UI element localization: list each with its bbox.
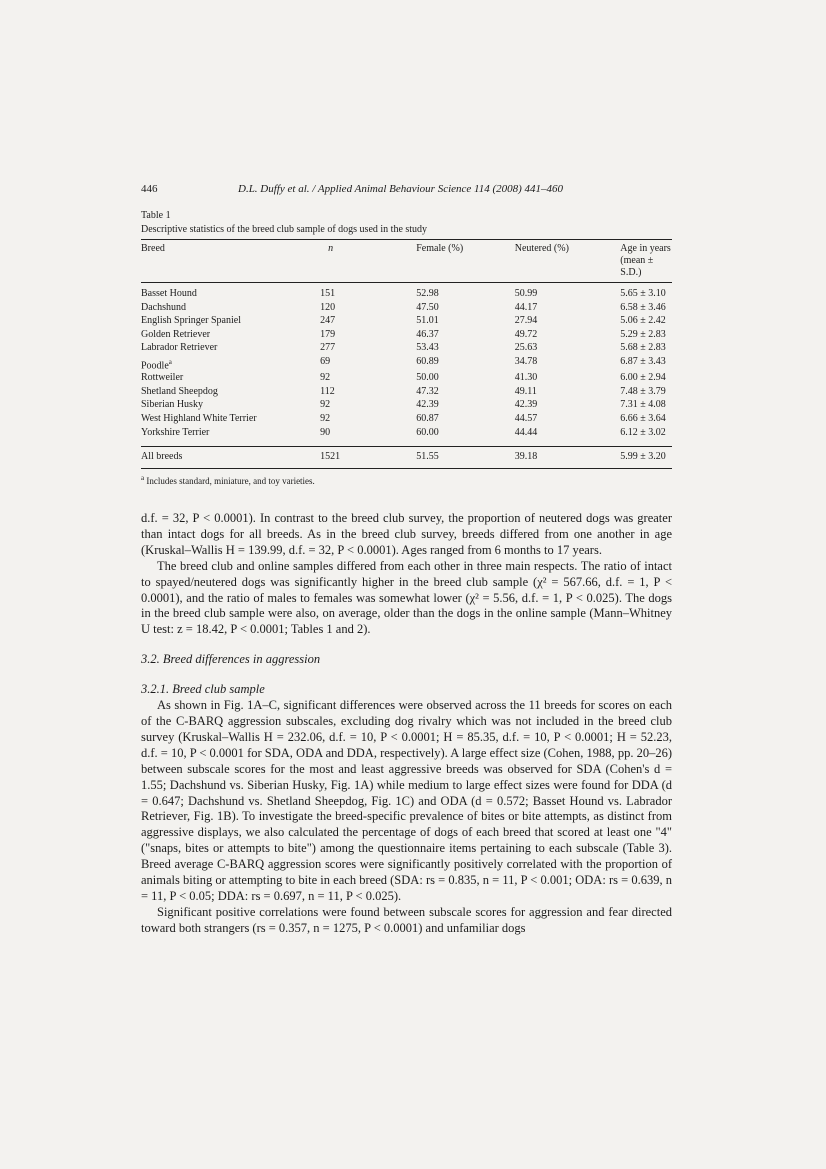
cell-female: 60.89 [416, 355, 439, 367]
cell-neutered: 42.39 [514, 399, 538, 411]
cell-female: 60.00 [416, 426, 439, 438]
cell-female: 47.32 [416, 385, 439, 397]
paragraph-4: Significant positive correlations were found between subscale scores for aggression and fear directed toward both strangers (rs = 0.357, n = 1275, P < 0.0001) and unfamiliar dogs [141, 904, 672, 935]
table-header-row [141, 240, 672, 283]
cell-n: 151 [320, 288, 336, 299]
total-breed: All breeds [141, 447, 314, 469]
cell-age: 7.48 ± 3.79 [620, 385, 666, 397]
cell-n: 92 [320, 399, 331, 411]
subsection-heading: 3.2.1. Breed club sample [141, 682, 265, 697]
cell-female: 53.43 [416, 342, 439, 354]
cell-female: 51.01 [416, 315, 439, 327]
total-age: 5.99 ± 3.20 [620, 447, 672, 469]
table-row [141, 413, 672, 427]
cell-neutered: 27.94 [514, 315, 538, 327]
cell-breed: Poodle$^a$ [141, 357, 172, 372]
col-header-age-line1: Age in years [620, 243, 671, 254]
table-row [141, 329, 672, 343]
cell-age: 6.66 ± 3.64 [620, 413, 666, 425]
table-row [141, 342, 672, 356]
table-row [141, 399, 672, 413]
total-n: 1521 [314, 447, 416, 469]
cell-age: 6.12 ± 3.02 [620, 426, 666, 438]
cell-breed: Siberian Husky [141, 399, 203, 411]
section-heading: 3.2. Breed differences in aggression [141, 652, 321, 667]
footnote-mark: a [141, 474, 145, 483]
cell-n: 112 [320, 385, 335, 397]
cell-neutered: 49.72 [514, 328, 538, 340]
cell-neutered: 44.44 [514, 426, 538, 438]
cell-age: 6.58 ± 3.46 [620, 301, 666, 313]
col-header-neutered: Neutered (%) [515, 240, 621, 283]
cell-neutered: 50.99 [514, 288, 538, 299]
footnote-ref: a [168, 357, 172, 366]
cell-breed: Yorkshire Terrier [141, 426, 210, 438]
cell-n: 69 [320, 355, 331, 367]
cell-age: 5.65 ± 3.10 [620, 288, 666, 299]
total-neutered: 39.18 [515, 447, 621, 469]
body-text [141, 511, 672, 937]
cell-age: 5.29 ± 2.83 [620, 328, 666, 340]
cell-breed: Shetland Sheepdog [141, 385, 218, 397]
cell-age: 5.06 ± 2.42 [620, 315, 666, 327]
paragraph-2: The breed club and online samples differed from each other in three main respects. The ratio of intact to spayed/neutered dogs was significantly higher in the breed club sample (χ² = 567.66, d.f. = 1, P < 0.0001), and the ratio of males to females was somewhat lower (χ² = 5.56, d.f. = 1, P < 0.025). The dogs in the breed club sample were also, on average, older than the dogs in the online sample (Mann–Whitney U test: z = 18.42, P < 0.0001; Tables 1 and 2). [141, 558, 672, 637]
table-row [141, 283, 672, 302]
cell-age: 5.68 ± 2.83 [620, 342, 666, 354]
cell-n: 277 [320, 342, 336, 354]
cell-female: 60.87 [416, 413, 439, 425]
cell-n: 92 [320, 413, 331, 425]
col-header-female: Female (%) [416, 240, 515, 283]
cell-neutered: 44.17 [514, 301, 538, 313]
table-footnote [141, 474, 672, 486]
cell-n: 92 [320, 372, 331, 384]
table-row [141, 386, 672, 400]
table-row [141, 315, 672, 329]
total-female: 51.55 [416, 447, 515, 469]
cell-age: 7.31 ± 4.08 [620, 399, 666, 411]
cell-neutered: 49.11 [514, 385, 537, 397]
table-row [141, 427, 672, 447]
descriptive-statistics-table [141, 239, 672, 469]
col-header-age [620, 240, 672, 283]
page-number: 446 [141, 183, 158, 195]
cell-breed: English Springer Spaniel [141, 315, 241, 327]
cell-female: 46.37 [416, 328, 439, 340]
cell-female: 52.98 [416, 288, 439, 299]
cell-age: 6.00 ± 2.94 [620, 372, 666, 384]
table-body [141, 283, 672, 447]
cell-n: 247 [320, 315, 336, 327]
cell-breed: West Highland White Terrier [141, 413, 257, 425]
table-title: Descriptive statistics of the breed club sample of dogs used in the study [141, 224, 428, 235]
table-row [141, 372, 672, 386]
cell-breed: Golden Retriever [141, 328, 211, 340]
table-row [141, 302, 672, 316]
table-row [141, 356, 672, 372]
table-1 [141, 210, 672, 486]
cell-n: 179 [320, 328, 336, 340]
cell-n: 90 [320, 426, 331, 438]
col-header-breed: Breed [141, 240, 314, 283]
cell-breed: Dachshund [141, 301, 186, 313]
table-label: Table 1 [141, 210, 171, 221]
table-total-row [141, 447, 672, 469]
cell-breed: Rottweiler [141, 372, 184, 384]
cell-neutered: 44.57 [514, 413, 538, 425]
footnote-text: Includes standard, miniature, and toy varieties. [146, 476, 315, 487]
cell-neutered: 25.63 [514, 342, 538, 354]
cell-breed: Basset Hound [141, 288, 197, 299]
paragraph-3: As shown in Fig. 1A–C, significant differences were observed across the 11 breeds for scores on each of the C-BARQ aggression subscales, excluding dog rivalry which was not included in the breed club survey (Kruskal–Wallis H = 232.06, d.f. = 10, P < 0.0001; H = 85.35, d.f. = 10, P < 0.0001; H = 52.23, d.f. = 10, P < 0.0001 for SDA, ODA and DDA, respectively). A large effect size (Cohen, 1988, pp. 20–26) between subscale scores for the most and least aggressive breeds was observed for SDA (Cohen's d = 1.55; Dachshund vs. Siberian Husky, Fig. 1A) while medium to large effect sizes were found for DDA (d = 0.647; Dachshund vs. Shetland Sheepdog, Fig. 1C) and ODA (d = 0.572; Basset Hound vs. Labrador Retriever, Fig. 1B). To investigate the breed-specific prevalence of bites or bite attempts, as distinct from aggressive displays, we also calculated the percentage of dogs of each breed that scored at least one "4" ("snaps, bites or attempts to bite") among the questionnaire items pertaining to each subscale (Table 3). Breed average C-BARQ aggression scores were significantly positively correlated with the proportion of animals biting or attempting to bite in each breed (SDA: rs = 0.835, n = 11, P < 0.001; ODA: rs = 0.639, n = 11, P < 0.05; DDA: rs = 0.697, n = 11, P < 0.025). [141, 698, 672, 903]
col-header-age-line2: (mean ± S.D.) [620, 255, 654, 278]
paragraph-1: d.f. = 32, P < 0.0001). In contrast to the breed club survey, the proportion of neutered dogs was greater than intact dogs for all breeds. As in the breed club survey, breeds differed from one another in age (Kruskal–Wallis H = 139.99, d.f. = 32, P < 0.0001). Ages ranged from 6 months to 17 years. [141, 511, 672, 557]
cell-breed: Labrador Retriever [141, 342, 218, 354]
cell-age: 6.87 ± 3.43 [620, 355, 666, 367]
cell-female: 47.50 [416, 301, 439, 313]
cell-female: 42.39 [416, 399, 439, 411]
cell-neutered: 41.30 [514, 372, 538, 384]
journal-reference: D.L. Duffy et al. / Applied Animal Behaviour Science 114 (2008) 441–460 [238, 183, 564, 195]
cell-n: 120 [320, 301, 336, 313]
cell-female: 50.00 [416, 372, 439, 384]
cell-neutered: 34.78 [514, 355, 538, 367]
col-header-n: n [314, 240, 416, 283]
